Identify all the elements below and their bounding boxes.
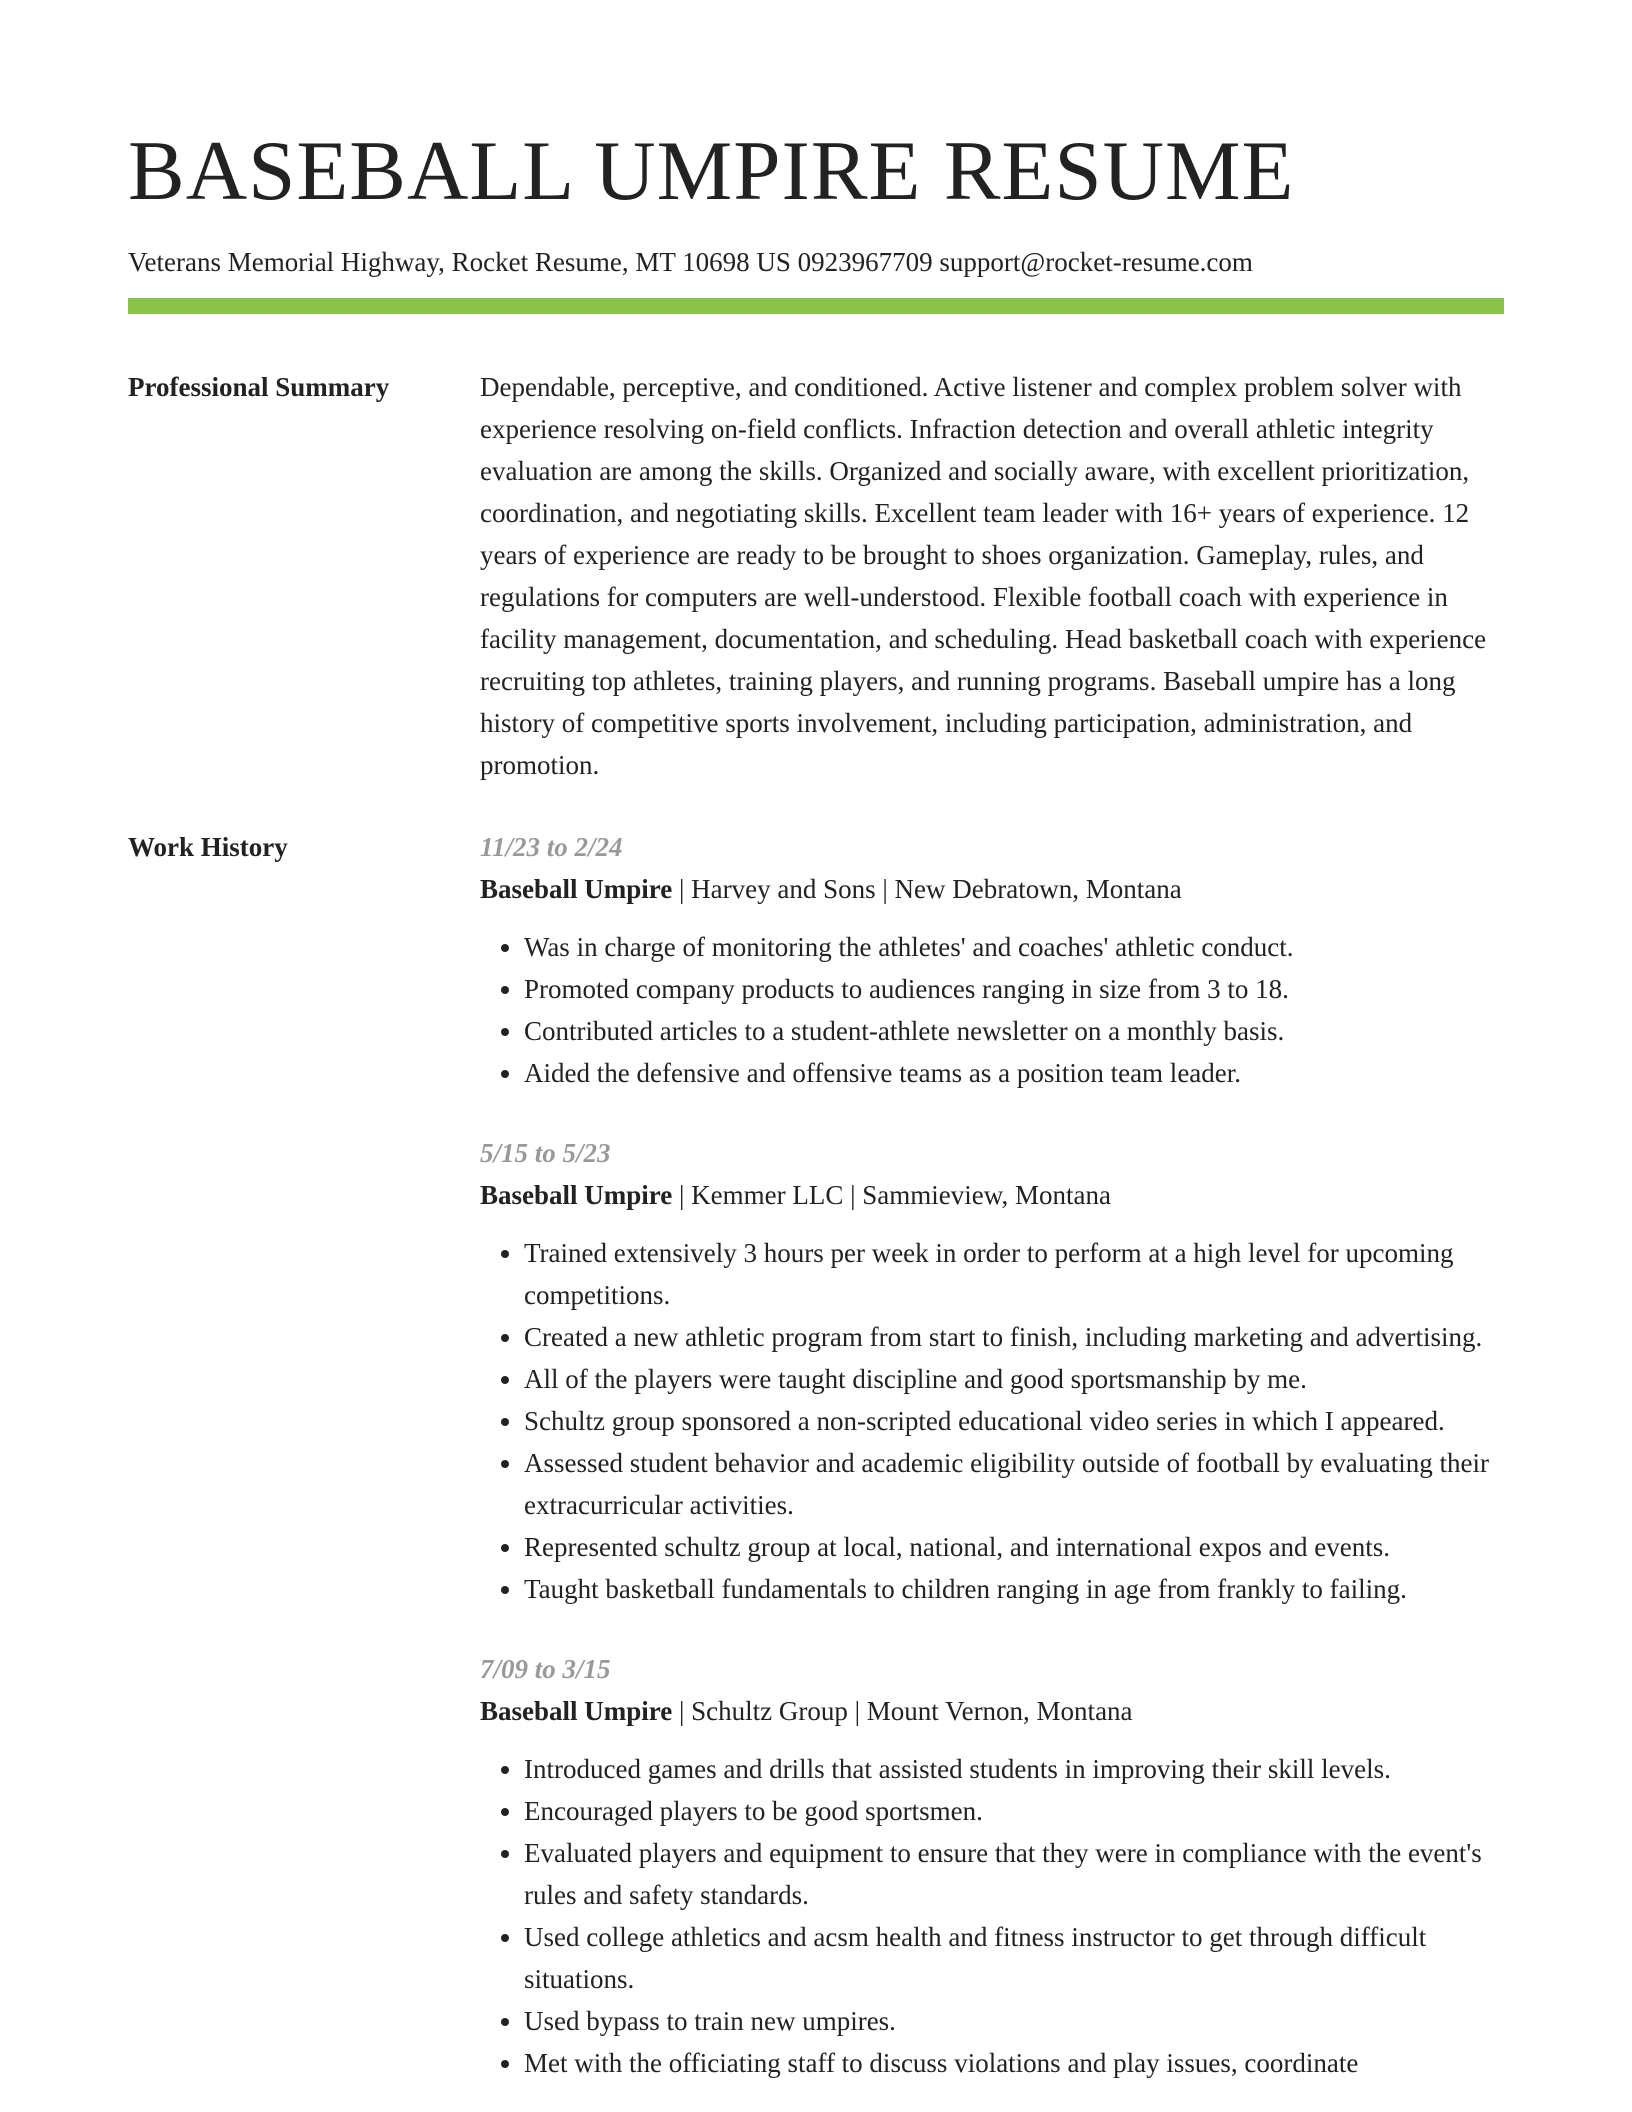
job-bullet: • Met with the officiating staff to discuss violations and play issues, coordinate <box>524 2042 1504 2084</box>
job-bullet: • Evaluated players and equipment to ensure that they were in compliance with the event's rules and safety standards. <box>524 1832 1504 1916</box>
summary-text: Dependable, perceptive, and conditioned. Active listener and complex problem solver with experience resolving on-field conflicts. Infraction detection and overall athletic integrity evaluation are among the skills. Organized and socially aware, with excellent prioritization, coordination, and negotiating skills. Excellent team leader with 16+ years of experience. 12 years of experience are ready to be brought to shoes organization. Gameplay, rules, and regulations for computers are well-understood. Flexible football coach with experience in facility management, documentation, and scheduling. Head basketball coach with experience recruiting top athletes, training players, and running programs. Baseball umpire has a long history of competitive sports involvement, including participation, administration, and promotion. <box>480 372 1487 780</box>
job-company-location: | Schultz Group | Mount Vernon, Montana <box>672 1696 1133 1726</box>
job-bullet: • Encouraged players to be good sportsmen. <box>524 1790 1504 1832</box>
job-line <box>480 1174 1504 1216</box>
job-dates: 11/23 to 2/24 <box>480 832 623 862</box>
job-title: Baseball Umpire <box>480 1180 673 1210</box>
job-title: Baseball Umpire <box>480 874 673 904</box>
job-bullet: • Created a new athletic program from start to finish, including marketing and advertising. <box>524 1316 1504 1358</box>
job-bullet: • Used college athletics and acsm health and fitness instructor to get through difficult situations. <box>524 1916 1504 2000</box>
job-bullets <box>480 926 1504 1094</box>
job-bullet: • Taught basketball fundamentals to children ranging in age from frankly to failing. <box>524 1568 1504 1610</box>
job-dates: 5/15 to 5/23 <box>480 1138 611 1168</box>
job-bullet: • Promoted company products to audiences ranging in size from 3 to 18. <box>524 968 1504 1010</box>
job-company-location: | Kemmer LLC | Sammieview, Montana <box>672 1180 1111 1210</box>
summary-section <box>128 366 1504 786</box>
job-entry <box>480 826 1504 1094</box>
job-bullet: • Introduced games and drills that assisted students in improving their skill levels. <box>524 1748 1504 1790</box>
accent-divider <box>128 298 1504 314</box>
job-bullet: • Contributed articles to a student-athlete newsletter on a monthly basis. <box>524 1010 1504 1052</box>
job-line <box>480 1690 1504 1732</box>
job-bullets <box>480 1748 1504 2084</box>
job-bullets <box>480 1232 1504 1610</box>
job-company-location: | Harvey and Sons | New Debratown, Montana <box>672 874 1182 904</box>
job-bullet: • Schultz group sponsored a non-scripted educational video series in which I appeared. <box>524 1400 1504 1442</box>
job-bullet: • Used bypass to train new umpires. <box>524 2000 1504 2042</box>
summary-body <box>480 366 1504 786</box>
summary-heading: Professional Summary <box>128 372 390 402</box>
job-bullet: • Was in charge of monitoring the athletes' and coaches' athletic conduct. <box>524 926 1504 968</box>
work-history-body <box>480 826 1504 2084</box>
resume-page <box>128 0 1504 2084</box>
job-line <box>480 868 1504 910</box>
job-bullet: • Assessed student behavior and academic eligibility outside of football by evaluating their extracurricular activities. <box>524 1442 1504 1526</box>
resume-title: BASEBALL UMPIRE RESUME <box>128 124 1295 218</box>
job-bullet: • Aided the defensive and offensive teams as a position team leader. <box>524 1052 1504 1094</box>
job-dates: 7/09 to 3/15 <box>480 1654 611 1684</box>
job-bullet: • Trained extensively 3 hours per week in order to perform at a high level for upcoming competitions. <box>524 1232 1504 1316</box>
job-title: Baseball Umpire <box>480 1696 673 1726</box>
job-bullet: • All of the players were taught discipline and good sportsmanship by me. <box>524 1358 1504 1400</box>
work-history-section <box>128 826 1504 2084</box>
work-history-heading: Work History <box>128 832 288 862</box>
contact-line: Veterans Memorial Highway, Rocket Resume, MT 10698 US 0923967709 support@rocket-resume.com <box>128 247 1253 277</box>
job-bullet: • Represented schultz group at local, national, and international expos and events. <box>524 1526 1504 1568</box>
job-entry <box>480 1132 1504 1610</box>
job-entry <box>480 1648 1504 2084</box>
